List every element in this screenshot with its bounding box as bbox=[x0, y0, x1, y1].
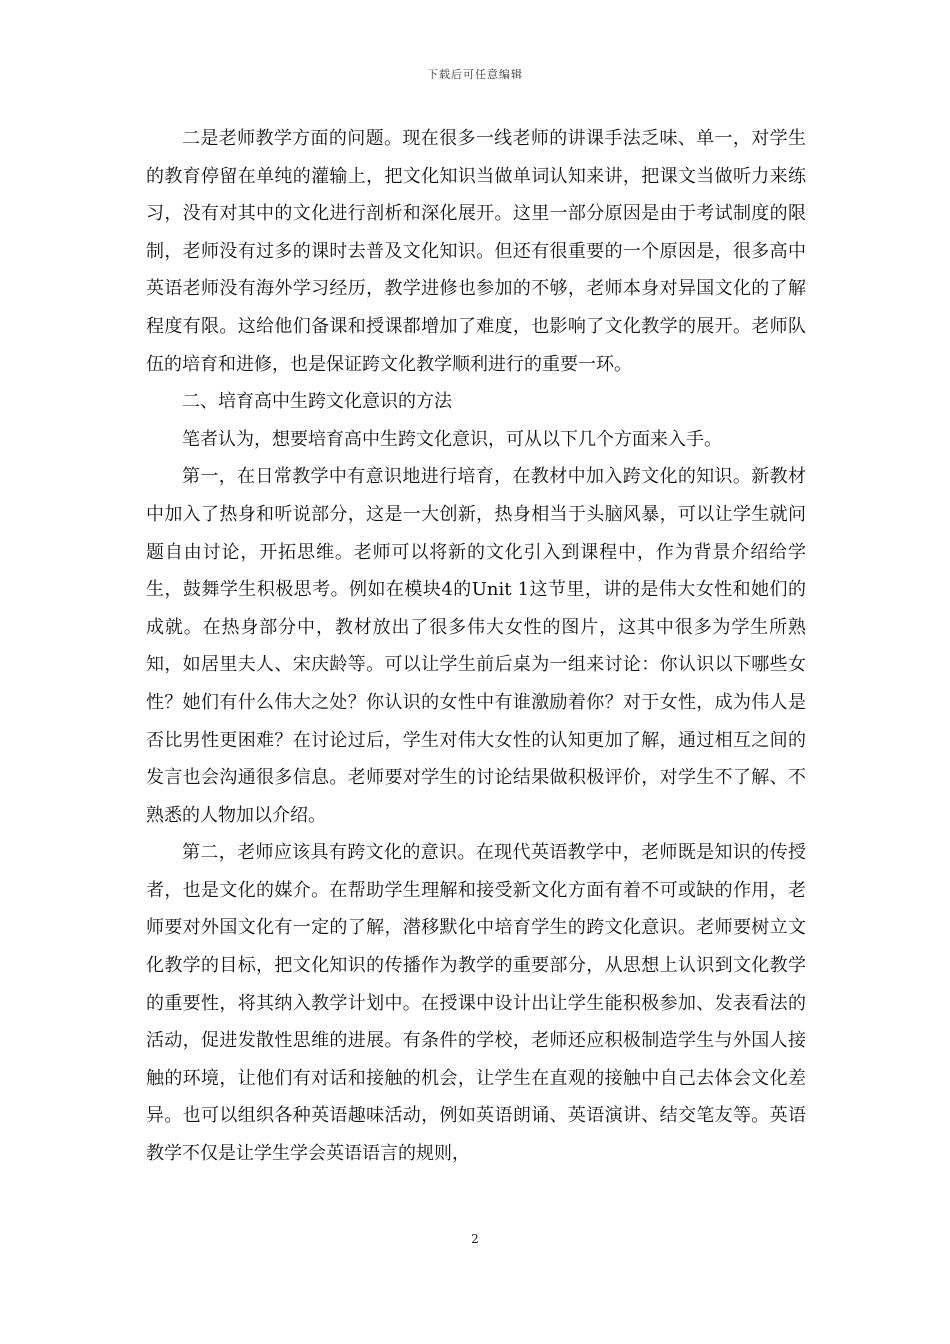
paragraph-teacher-problems: 二是老师教学方面的问题。现在很多一线老师的讲课手法乏味、单一，对学生的教育停留在单纯的灌输上，把文化知识当做单词认知来讲，把课文当做听力来练习，没有对其中的文化进行剖析和深化展开。这里一部分原因是由于考试制度的限制，老师没有过多的课时去普及文化知识。但还有很重要的一个原因是，很多高中英语老师没有海外学习经历，教学进修也参加的不够，老师本身对异国文化的了解程度有限。这给他们备课和授课都增加了难度，也影响了文化教学的展开。老师队伍的培育和进修，也是保证跨文化教学顺利进行的重要一环。 bbox=[146, 128, 806, 375]
page-header: 下载后可任意编辑 bbox=[427, 68, 523, 81]
section-heading-methods: 二、培育高中生跨文化意识的方法 bbox=[182, 391, 452, 413]
paragraph-intro: 笔者认为，想要培育高中生跨文化意识，可从以下几个方面来入手。 bbox=[182, 428, 722, 450]
paragraph-second-method: 第二，老师应该具有跨文化的意识。在现代英语教学中，老师既是知识的传授者，也是文化的媒介。在帮助学生理解和接受新文化方面有着不可或缺的作用，老师要对外国文化有一定的了解，潜移默化中培育学生的跨文化意识。老师要树立文化教学的目标，把文化知识的传播作为教学的重要部分，从思想上认识到文化教学的重要性，将其纳入教学计划中。在授课中设计出让学生能积极参加、发表看法的活动，促进发散性思维的进展。有条件的学校，老师还应积极制造学生与外国人接触的环境，让他们有对话和接触的机会，让学生在直观的接触中自己去体会文化差异。也可以组织各种英语趣味活动，例如英语朗诵、英语演讲、结交笔友等。英语教学不仅是让学生学会英语语言的规则， bbox=[146, 842, 806, 1165]
document-body bbox=[146, 120, 806, 1173]
page-number: 2 bbox=[471, 1232, 479, 1246]
paragraph-first-method: 第一，在日常教学中有意识地进行培育，在教材中加入跨文化的知识。新教材中加入了热身和听说部分，这是一大创新，热身相当于头脑风暴，可以让学生就问题自由讨论，开拓思维。老师可以将新的文化引入到课程中，作为背景介绍给学生，鼓舞学生积极思考。例如在模块4的Unit 1这节里，讲的是伟大女性和她们的成就。在热身部分中，教材放出了很多伟大女性的图片，这其中很多为学生所熟知，如居里夫人、宋庆龄等。可以让学生前后桌为一组来讨论：你认识以下哪些女性？她们有什么伟大之处？你认识的女性中有谁激励着你？对于女性，成为伟人是否比男性更困难？在讨论过后，学生对伟大女性的认知更加了解，通过相互之间的发言也会沟通很多信息。老师要对学生的讨论结果做积极评价，对学生不了解、不熟悉的人物加以介绍。 bbox=[146, 466, 806, 826]
